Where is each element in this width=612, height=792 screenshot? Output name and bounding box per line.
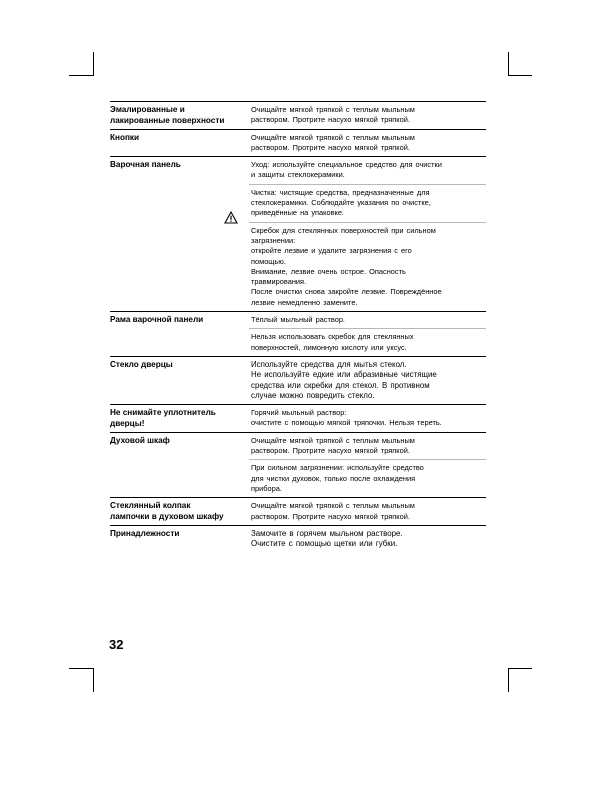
page-number: 32 <box>109 637 124 652</box>
table-row <box>110 356 486 404</box>
table-row <box>110 404 486 432</box>
cell-text-line: Очистите с помощью щетки или губки. <box>251 539 398 549</box>
row-label-line: лампочки в духовом шкафу <box>110 511 224 521</box>
cell-text-line: Скребок для стеклянных поверхностей при сильном <box>251 225 436 235</box>
row-label-line: Принадлежности <box>110 528 180 538</box>
row-label-line: Эмалированные и <box>110 105 185 114</box>
row-label <box>110 433 249 497</box>
cell-text-line: стеклокерамики. Соблюдайте указания по очистке, <box>251 198 431 208</box>
cell-text-line: средства или скребки для стекол. В противном <box>251 380 430 390</box>
row-label-line: Стеклянный колпак <box>110 501 191 511</box>
cleaning-table <box>110 101 486 552</box>
row-label-line: лакированные поверхности <box>110 115 225 125</box>
cell-text-line: откройте лезвие и удалите загрязнения с его <box>251 246 412 256</box>
cell-text-line: приведённые на упаковке. <box>251 208 344 218</box>
crop-mark <box>508 668 509 692</box>
crop-mark <box>69 668 93 669</box>
cell-text-line: поверхностей, лимонную кислоту или уксус. <box>251 342 407 352</box>
row-label <box>110 312 249 356</box>
cell-text-line: Используйте средства для мытья стекол. <box>251 359 407 369</box>
row-cell <box>249 157 486 184</box>
row-label <box>110 498 249 525</box>
table-row <box>110 497 486 525</box>
row-label-line: Духовой шкаф <box>110 435 170 445</box>
row-label-line: Не снимайте уплотнитель <box>110 408 216 418</box>
cell-text-line: помощью. <box>251 256 286 266</box>
row-label <box>110 526 249 553</box>
table-row <box>110 129 486 157</box>
cell-text-line: прибора. <box>251 483 282 493</box>
cell-text-line: Очищайте мягкой тряпкой с теплым мыльным <box>251 105 415 114</box>
row-cell <box>249 222 486 311</box>
row-cell <box>249 184 486 222</box>
row-cell <box>249 130 486 157</box>
cell-text-line: Внимание, лезвие очень острое. Опасность <box>251 266 406 276</box>
crop-mark <box>508 75 532 76</box>
crop-mark <box>508 52 509 76</box>
row-cell <box>249 312 486 328</box>
table-row <box>110 156 486 311</box>
cell-text-line: Очищайте мягкой тряпкой с теплым мыльным <box>251 501 415 511</box>
crop-mark <box>93 52 94 76</box>
cell-text-line: Уход: используйте специальное средство для очистки <box>251 160 442 170</box>
cell-text-line: раствором. Протрите насухо мягкой тряпкой. <box>251 142 410 152</box>
cell-text-line: загрязнении: <box>251 235 296 245</box>
crop-mark <box>93 668 94 692</box>
table-row <box>110 101 486 129</box>
row-cell <box>249 357 486 404</box>
cell-text-line: Очищайте мягкой тряпкой с теплым мыльным <box>251 132 415 142</box>
cell-text-line: очистите с помощью мягкой тряпочки. Нельзя тереть. <box>251 418 442 428</box>
cell-text-line: Нельзя использовать скребок для стеклянных <box>251 332 414 342</box>
row-label-line: дверцы! <box>110 418 145 428</box>
cell-text-line: При сильном загрязнении: используйте средство <box>251 463 424 473</box>
row-cell <box>249 459 486 497</box>
crop-mark <box>69 75 93 76</box>
row-label <box>110 157 249 311</box>
cell-text-line: раствором. Протрите насухо мягкой тряпкой. <box>251 511 410 521</box>
cell-text-line: Чистка: чистящие средства, предназначенные для <box>251 187 430 197</box>
row-label <box>110 130 249 157</box>
row-label <box>110 357 249 404</box>
cell-text-line: Не используйте едкие или абразивные чистящие <box>251 370 437 380</box>
row-cell <box>249 433 486 460</box>
cell-text-line: Горячий мыльный раствор: <box>251 408 347 418</box>
row-label-line: Варочная панель <box>110 160 181 170</box>
warning-triangle-icon <box>224 211 238 224</box>
cell-text-line: Тёплый мыльный раствор. <box>251 315 345 325</box>
cell-text-line: раствором. Протрите насухо мягкой тряпкой. <box>251 115 410 125</box>
row-cell <box>249 102 486 129</box>
table-row <box>110 432 486 497</box>
cell-text-line: травмирования. <box>251 277 307 287</box>
row-label <box>110 102 249 129</box>
cell-text-line: раствором. Протрите насухо мягкой тряпкой. <box>251 446 410 456</box>
table-row <box>110 525 486 553</box>
cell-text-line: случае можно повредить стекло. <box>251 390 375 400</box>
row-cell <box>249 328 486 356</box>
row-cell <box>249 498 486 525</box>
cell-text-line: После очистки снова закройте лезвие. Повреждённое <box>251 287 442 297</box>
cell-text-line: и защиты стеклокерамики. <box>251 170 345 180</box>
row-label-line: Рама варочной панели <box>110 315 204 325</box>
table-row <box>110 311 486 356</box>
row-label-line: Кнопки <box>110 132 140 142</box>
cell-text-line: Замочите в горячем мыльном растворе. <box>251 528 403 538</box>
cell-text-line: для чистки духовок, только после охлаждения <box>251 473 416 483</box>
row-cell <box>249 405 486 432</box>
row-label <box>110 405 249 432</box>
cell-text-line: Очищайте мягкой тряпкой с теплым мыльным <box>251 435 415 445</box>
cell-text-line: лезвие немедленно замените. <box>251 297 358 307</box>
row-label-line: Стекло дверцы <box>110 359 173 369</box>
crop-mark <box>508 668 532 669</box>
row-cell <box>249 526 486 553</box>
